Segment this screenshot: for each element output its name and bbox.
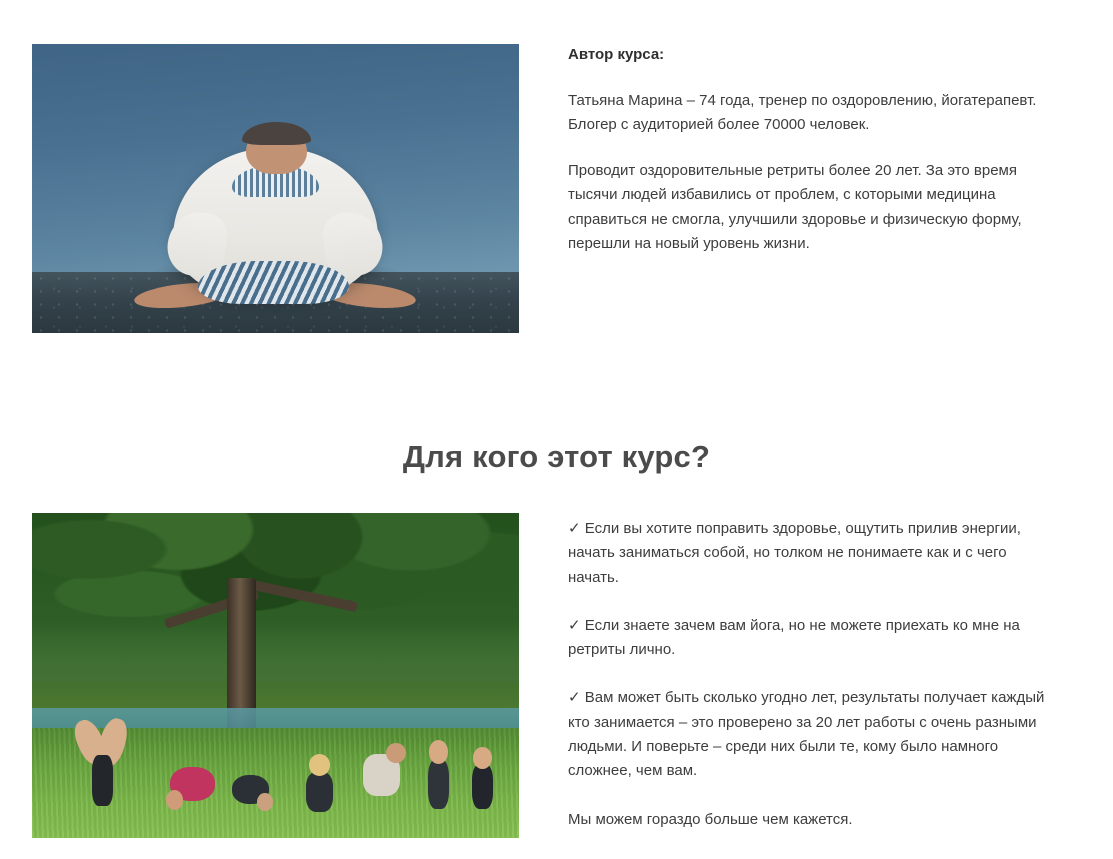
course-bullet-1-text: Если вы хотите поправить здоровье, ощутить прилив энергии, начать заниматься собой, но толком не понимаете как и с чего начать. xyxy=(568,520,1021,586)
check-icon: ✓ xyxy=(568,689,581,707)
check-icon: ✓ xyxy=(568,616,581,634)
photo-striped-trousers xyxy=(198,261,349,304)
author-text-block xyxy=(568,44,1058,256)
author-paragraph-1: Татьяна Марина – 74 года, тренер по оздоровлению, йогатерапевт. Блогер с аудиторией более 70000 человек. xyxy=(568,91,1037,133)
course-bullet-3 xyxy=(568,686,1058,783)
author-photo xyxy=(32,44,519,333)
check-icon: ✓ xyxy=(568,520,581,537)
course-group-photo xyxy=(32,513,519,838)
photo2-person-arms-up-right xyxy=(461,737,505,809)
photo2-person-forward-bend-pink xyxy=(163,757,221,812)
photo2-person-handstand xyxy=(76,721,130,806)
course-bullet-1 xyxy=(568,517,1058,590)
course-bullet-2 xyxy=(568,614,1058,663)
author-paragraph-2: Проводит оздоровительные ретриты более 20 лет. За это время тысячи людей избавились от проблем, с которыми медицина справиться не смогла, улучшили здоровье и физическую форму, перешли на новый уровень жизни. xyxy=(568,162,1022,252)
course-audience-title: Для кого этот курс? xyxy=(402,438,711,474)
photo2-person-seated xyxy=(295,747,344,812)
photo2-foliage xyxy=(32,513,519,715)
photo2-person-forward-bend-dark xyxy=(227,763,276,812)
course-bullet-2-text: Если знаете зачем вам йога, но не можете приехать ко мне на ретриты лично. xyxy=(568,616,1020,659)
photo2-person-bending xyxy=(353,737,411,809)
course-bullet-3-text: Вам может быть сколько угодно лет, результаты получает каждый кто занимается – это проверено за 20 лет работы с очень разными людьми. И поверьте – среди них были те, кому было намного сложнее, чем вам. xyxy=(568,689,1045,780)
course-text-block xyxy=(568,517,1058,832)
author-heading: Автор курса: xyxy=(568,46,665,63)
course-closing-text: Мы можем гораздо больше чем кажется. xyxy=(568,810,853,828)
photo2-person-arms-up-left xyxy=(417,731,461,809)
